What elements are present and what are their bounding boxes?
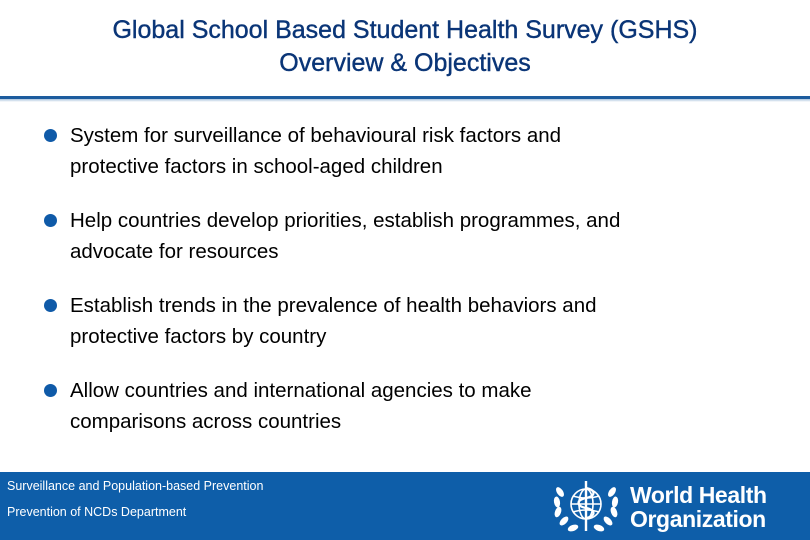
bullet-item: [44, 120, 784, 182]
title-divider: [0, 96, 810, 102]
bullet-dot-icon: [44, 384, 57, 397]
title-line-2: Overview & Objectives: [279, 49, 531, 77]
bullet-text-line: comparisons across countries: [70, 410, 342, 433]
bullet-dot-icon: [44, 129, 57, 142]
bullet-text-line: System for surveillance of behavioural risk factors and: [70, 124, 562, 147]
who-name-line-2: Organization: [630, 506, 766, 532]
bullet-item: [44, 375, 784, 437]
bullet-text-line: advocate for resources: [70, 240, 279, 263]
who-name-line-1: World Health: [630, 482, 767, 508]
bullet-text-line: protective factors in school-aged children: [70, 155, 443, 178]
bullet-dot-icon: [44, 299, 57, 312]
bullet-item: [44, 205, 784, 267]
footer-program: Surveillance and Population-based Prevention: [7, 479, 264, 493]
bullet-text-line: protective factors by country: [70, 325, 327, 348]
who-logo: [548, 476, 808, 538]
bullet-item: [44, 290, 784, 352]
title-line-1: Global School Based Student Health Survey (GSHS): [112, 16, 698, 44]
footer-department: Prevention of NCDs Department: [7, 505, 187, 519]
slide-title: [0, 14, 810, 80]
bullet-text-line: Establish trends in the prevalence of health behaviors and: [70, 294, 597, 317]
bullet-dot-icon: [44, 214, 57, 227]
bullet-text-line: Help countries develop priorities, establish programmes, and: [70, 209, 621, 232]
who-emblem-icon: [551, 478, 621, 536]
bullet-text-line: Allow countries and international agencies to make: [70, 379, 532, 402]
bullet-list: [44, 120, 784, 460]
